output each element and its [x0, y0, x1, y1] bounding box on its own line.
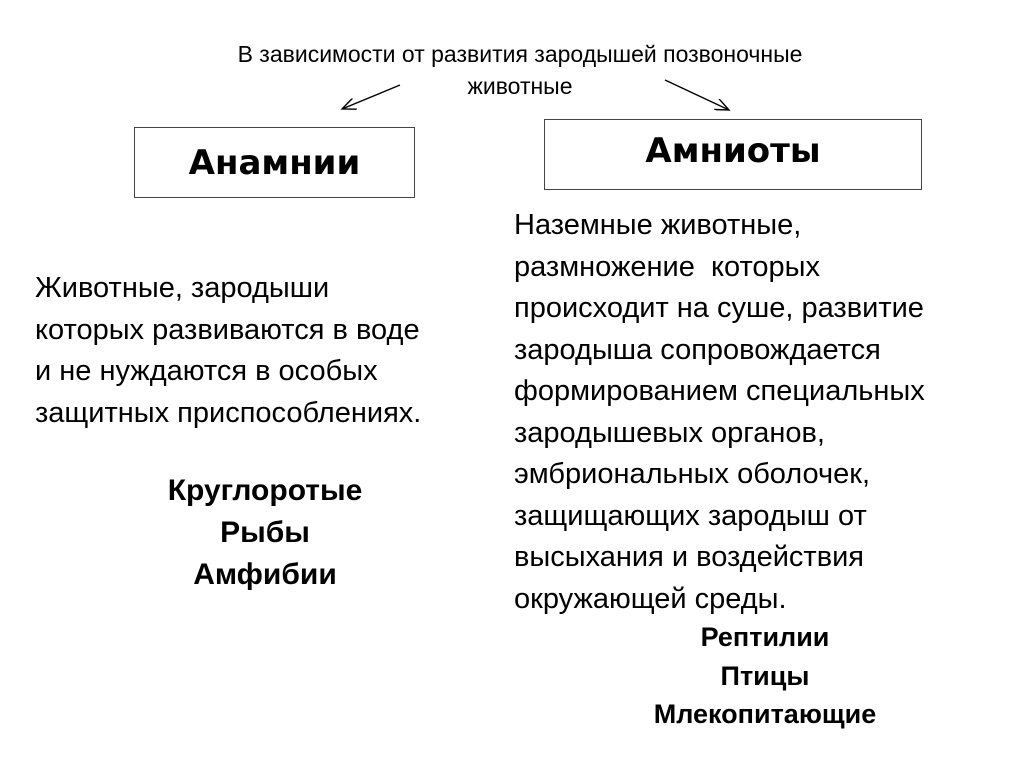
- amniota-groups: [590, 618, 940, 734]
- anamnia-group-cyclostomes: Круглоротые: [167, 474, 363, 507]
- amniota-description-line: размножение которых: [514, 250, 821, 283]
- amniota-description: [514, 205, 1014, 620]
- diagram-title-line-2: животные: [467, 73, 573, 99]
- amniota-description-line: защищающих зародыш от: [514, 499, 867, 532]
- amniota-description-line: эмбриональных оболочек,: [514, 458, 871, 490]
- anamnia-box: [134, 127, 415, 198]
- diagram-title: [150, 38, 890, 102]
- anamnia-description-line: и не нуждаются в особых: [35, 355, 378, 387]
- amniota-description-line: высыхания и воздействия: [514, 541, 865, 573]
- anamnia-group-fish: Рыбы: [220, 516, 310, 549]
- anamnia-description-line: Животные, зародыши: [35, 272, 330, 304]
- amniota-description-line: Наземные животные,: [514, 209, 802, 241]
- amniota-description-line: окружающей среды.: [514, 582, 787, 615]
- amniota-description-line: зародыша сопровождается: [514, 333, 881, 366]
- amniota-description-line: зародышевых органов,: [514, 416, 825, 449]
- anamnia-description-line: защитных приспособлениях.: [35, 396, 422, 429]
- amniota-description-line: происходит на суше, развитие: [514, 292, 924, 324]
- anamnia-description: [35, 268, 505, 434]
- anamnia-group-amphibians: Амфибии: [193, 558, 337, 591]
- amniota-group-birds: Птицы: [720, 660, 810, 691]
- amniota-description-line: формированием специальных: [514, 375, 925, 407]
- amniota-box: [544, 119, 922, 190]
- anamnia-description-line: которых развиваются в воде: [35, 313, 420, 346]
- amniota-group-reptiles: Рептилии: [700, 622, 830, 652]
- anamnia-label: Анамнии: [188, 142, 361, 183]
- anamnia-groups: [120, 470, 410, 596]
- diagram-title-line-1: В зависимости от развития зародышей позвоночные: [237, 41, 803, 67]
- amniota-group-mammals: Млекопитающие: [653, 699, 877, 729]
- amniota-label: Амниоты: [645, 130, 821, 171]
